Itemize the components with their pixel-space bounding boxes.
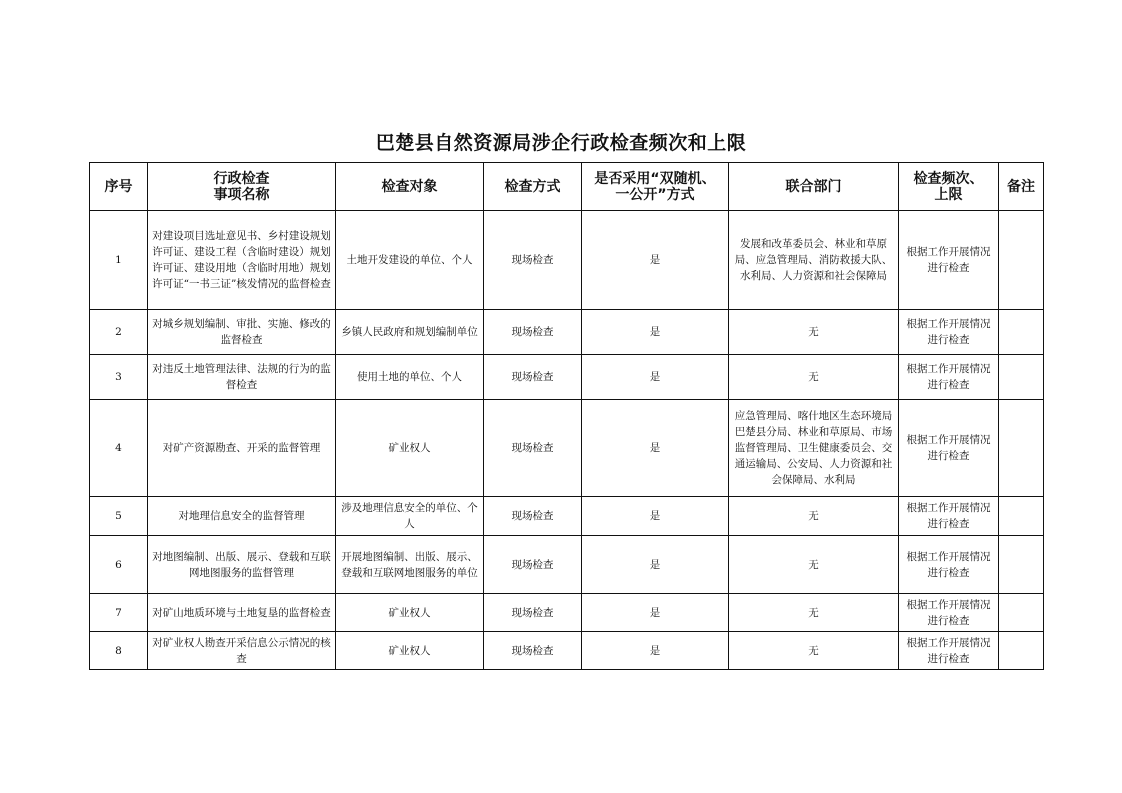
cell-method: 现场检查 — [484, 400, 582, 497]
cell-departments: 无 — [729, 497, 899, 536]
cell-target: 涉及地理信息安全的单位、个人 — [336, 497, 484, 536]
cell-remark — [999, 310, 1044, 355]
cell-random: 是 — [582, 632, 729, 670]
table-header-row — [90, 163, 1044, 211]
cell-item: 对建设项目选址意见书、乡村建设规划许可证、建设工程（含临时建设）规划许可证、建设用地（含临时用地）规划许可证“一书三证”核发情况的监督检查 — [148, 211, 336, 310]
cell-method: 现场检查 — [484, 594, 582, 632]
inspection-table — [89, 162, 1044, 670]
table-row — [90, 310, 1044, 355]
cell-frequency: 根据工作开展情况进行检查 — [899, 632, 999, 670]
header-random: 是否采用“双随机、 一公开”方式 — [582, 163, 729, 211]
cell-item: 对违反土地管理法律、法规的行为的监督检查 — [148, 355, 336, 400]
cell-target: 矿业权人 — [336, 632, 484, 670]
cell-frequency: 根据工作开展情况进行检查 — [899, 355, 999, 400]
cell-departments: 应急管理局、喀什地区生态环境局巴楚县分局、林业和草原局、市场监督管理局、卫生健康委员会、交通运输局、公安局、人力资源和社会保障局、水利局 — [729, 400, 899, 497]
cell-method: 现场检查 — [484, 211, 582, 310]
header-method: 检查方式 — [484, 163, 582, 211]
cell-random: 是 — [582, 211, 729, 310]
header-item: 行政检查 事项名称 — [148, 163, 336, 211]
table-row — [90, 355, 1044, 400]
table-row — [90, 211, 1044, 310]
cell-no: 4 — [90, 400, 148, 497]
document-title: 巴楚县自然资源局涉企行政检查频次和上限 — [375, 132, 747, 154]
cell-departments: 无 — [729, 310, 899, 355]
cell-frequency: 根据工作开展情况进行检查 — [899, 594, 999, 632]
cell-method: 现场检查 — [484, 536, 582, 594]
cell-target: 乡镇人民政府和规划编制单位 — [336, 310, 484, 355]
cell-remark — [999, 400, 1044, 497]
cell-frequency: 根据工作开展情况进行检查 — [899, 400, 999, 497]
cell-remark — [999, 355, 1044, 400]
cell-remark — [999, 536, 1044, 594]
cell-no: 2 — [90, 310, 148, 355]
header-target: 检查对象 — [336, 163, 484, 211]
cell-departments: 无 — [729, 594, 899, 632]
cell-frequency: 根据工作开展情况进行检查 — [899, 497, 999, 536]
cell-random: 是 — [582, 310, 729, 355]
cell-no: 5 — [90, 497, 148, 536]
cell-no: 3 — [90, 355, 148, 400]
cell-item: 对矿山地质环境与土地复垦的监督检查 — [148, 594, 336, 632]
cell-method: 现场检查 — [484, 632, 582, 670]
cell-target: 矿业权人 — [336, 400, 484, 497]
cell-target: 开展地图编制、出版、展示、登载和互联网地图服务的单位 — [336, 536, 484, 594]
cell-departments: 无 — [729, 632, 899, 670]
cell-frequency: 根据工作开展情况进行检查 — [899, 536, 999, 594]
cell-remark — [999, 211, 1044, 310]
cell-departments: 无 — [729, 536, 899, 594]
header-frequency: 检查频次、 上限 — [899, 163, 999, 211]
cell-target: 使用土地的单位、个人 — [336, 355, 484, 400]
header-no: 序号 — [90, 163, 148, 211]
header-remark: 备注 — [999, 163, 1044, 211]
cell-remark — [999, 594, 1044, 632]
table-row — [90, 594, 1044, 632]
cell-random: 是 — [582, 355, 729, 400]
cell-departments: 无 — [729, 355, 899, 400]
cell-random: 是 — [582, 536, 729, 594]
cell-no: 8 — [90, 632, 148, 670]
cell-method: 现场检查 — [484, 497, 582, 536]
cell-random: 是 — [582, 594, 729, 632]
cell-no: 1 — [90, 211, 148, 310]
table-row — [90, 536, 1044, 594]
cell-no: 6 — [90, 536, 148, 594]
cell-target: 矿业权人 — [336, 594, 484, 632]
cell-item: 对地图编制、出版、展示、登载和互联网地图服务的监督管理 — [148, 536, 336, 594]
cell-item: 对城乡规划编制、审批、实施、修改的监督检查 — [148, 310, 336, 355]
cell-no: 7 — [90, 594, 148, 632]
cell-method: 现场检查 — [484, 310, 582, 355]
cell-target: 土地开发建设的单位、个人 — [336, 211, 484, 310]
table-row — [90, 497, 1044, 536]
cell-remark — [999, 632, 1044, 670]
cell-departments: 发展和改革委员会、林业和草原局、应急管理局、消防救援大队、水利局、人力资源和社会保障局 — [729, 211, 899, 310]
table-row — [90, 632, 1044, 670]
cell-remark — [999, 497, 1044, 536]
cell-item: 对矿业权人勘查开采信息公示情况的核查 — [148, 632, 336, 670]
cell-item: 对地理信息安全的监督管理 — [148, 497, 336, 536]
header-departments: 联合部门 — [729, 163, 899, 211]
cell-frequency: 根据工作开展情况进行检查 — [899, 310, 999, 355]
cell-method: 现场检查 — [484, 355, 582, 400]
cell-frequency: 根据工作开展情况进行检查 — [899, 211, 999, 310]
table-row — [90, 400, 1044, 497]
cell-random: 是 — [582, 497, 729, 536]
cell-random: 是 — [582, 400, 729, 497]
cell-item: 对矿产资源勘查、开采的监督管理 — [148, 400, 336, 497]
